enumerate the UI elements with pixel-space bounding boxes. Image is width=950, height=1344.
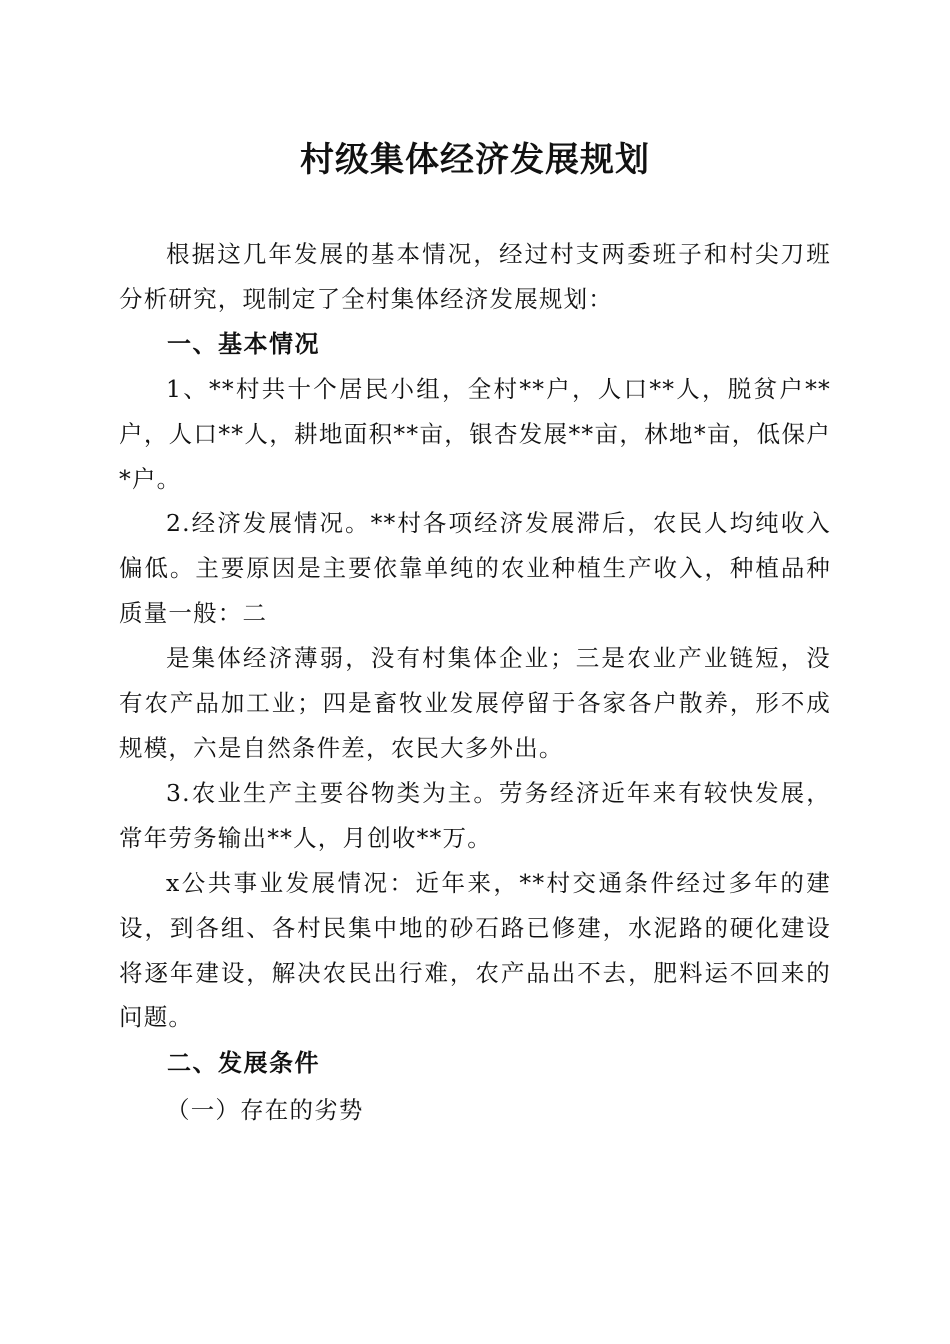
document-body — [119, 232, 831, 1134]
subsection-heading-disadvantages: （一）存在的劣势 — [166, 1096, 364, 1125]
intro-paragraph: 根据这几年发展的基本情况，经过村支两委班子和村尖刀班分析研究，现制定了全村集体经济发展规划： — [119, 240, 831, 313]
document-title: 村级集体经济发展规划 — [300, 140, 650, 180]
paragraph-item-2: 2.经济发展情况。**村各项经济发展滞后，农民人均纯收入偏低。主要原因是主要依靠单纯的农业种植生产收入，种植品种质量一般：二 — [119, 509, 831, 628]
paragraph-item-2-continued: 是集体经济薄弱，没有村集体企业；三是农业产业链短，没有农产品加工业；四是畜牧业发展停留于各家各户散养，形不成规模，六是自然条件差，农民大多外出。 — [119, 644, 831, 762]
section-heading-development-conditions: 二、发展条件 — [167, 1049, 320, 1078]
section-heading-basic-situation: 一、基本情况 — [167, 329, 320, 358]
paragraph-item-1: 1、**村共十个居民小组，全村**户，人口**人，脱贫户**户，人口**人，耕地面积**亩，银杏发展**亩，林地*亩，低保户*户。 — [119, 374, 831, 493]
paragraph-item-public-affairs: x公共事业发展情况：近年来，**村交通条件经过多年的建设，到各组、各村民集中地的砂石路已修建，水泥路的硬化建设将逐年建设，解决农民出行难，农产品出不去，肥料运不回来的问题。 — [119, 868, 831, 1032]
paragraph-item-3: 3.农业生产主要谷物类为主。劳务经济近年来有较快发展，常年劳务输出**人，月创收**万。 — [119, 778, 831, 852]
